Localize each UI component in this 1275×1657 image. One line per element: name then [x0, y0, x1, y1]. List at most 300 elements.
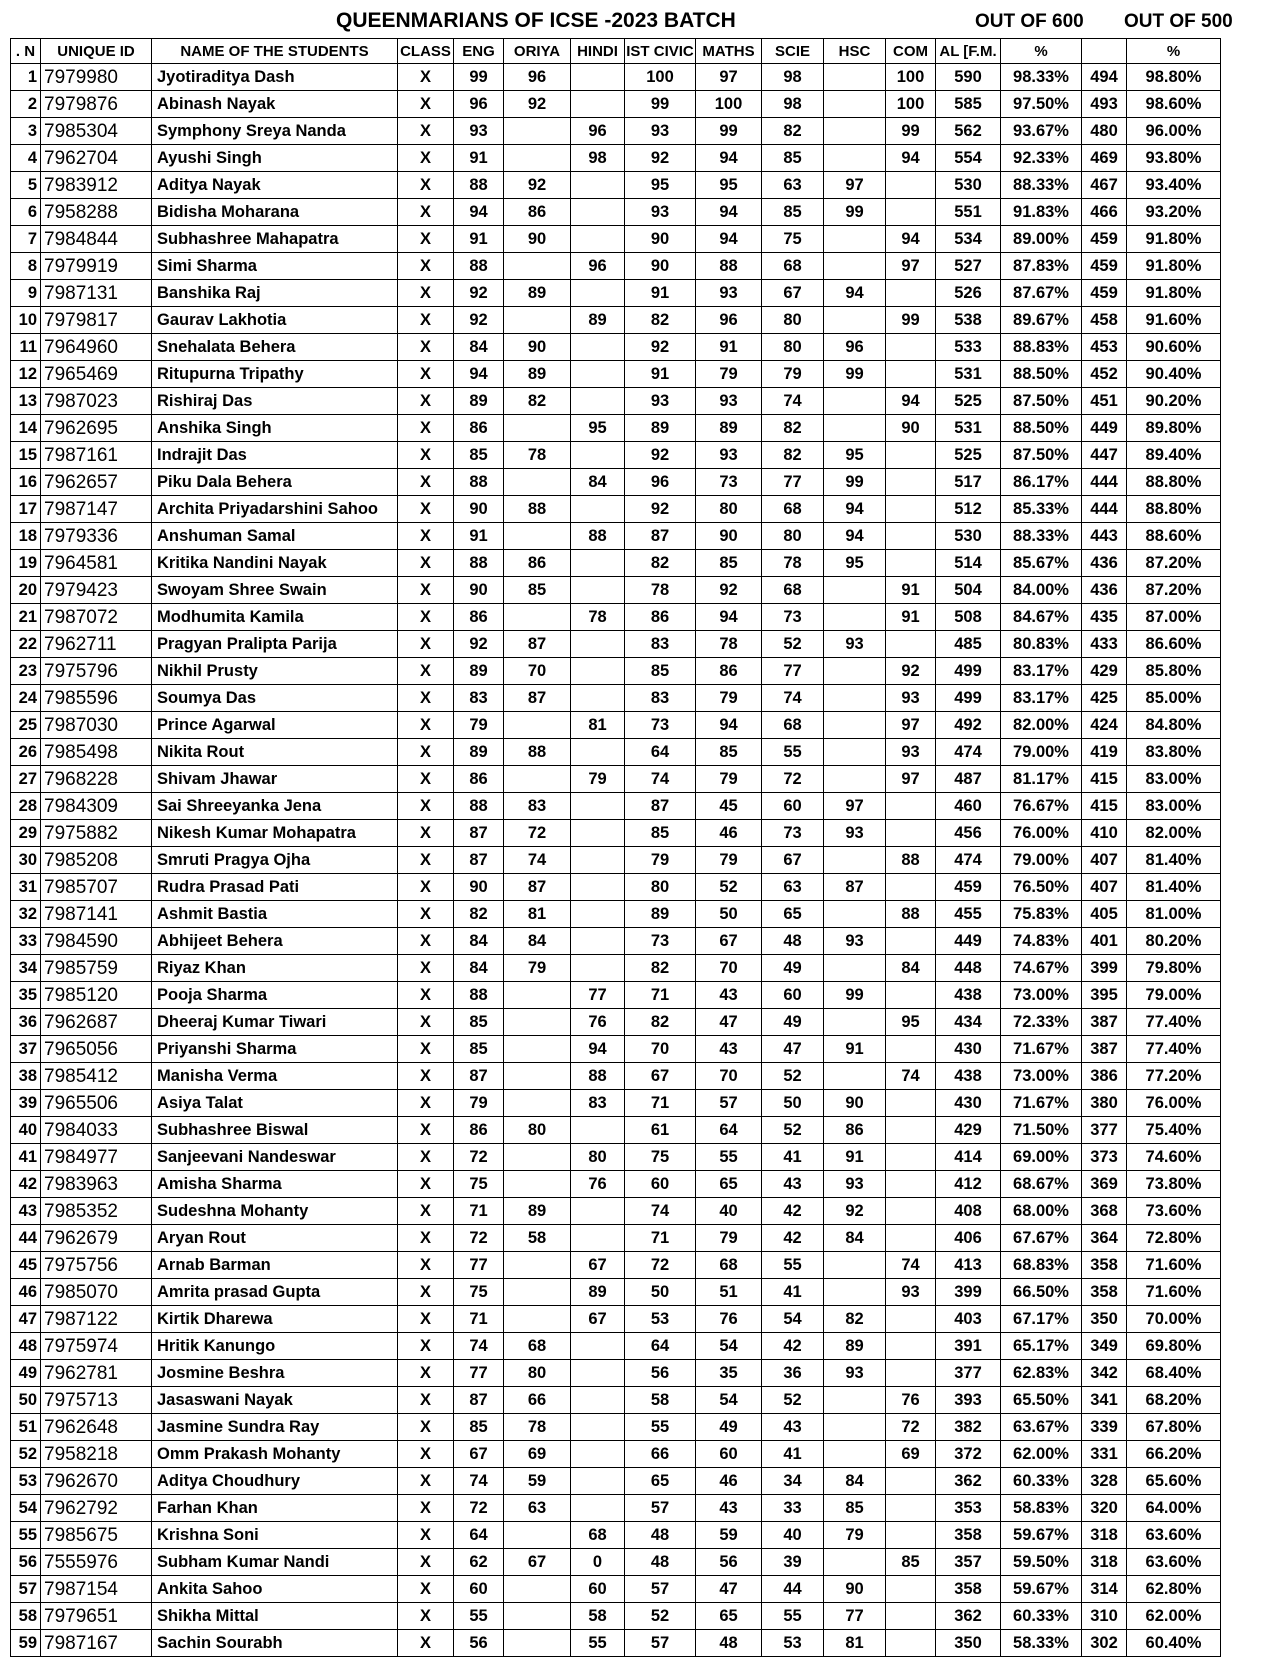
cell-percent-500: 80.20% — [1127, 928, 1221, 955]
cell-unique-id: 7985596 — [41, 685, 152, 712]
cell-serial-no: 50 — [11, 1387, 41, 1414]
cell-class: X — [398, 91, 454, 118]
cell-comp — [886, 442, 936, 469]
cell-eng: 62 — [454, 1549, 504, 1576]
table-row — [11, 172, 1221, 199]
cell-eng: 99 — [454, 64, 504, 91]
cell-class: X — [398, 199, 454, 226]
cell-hindi: 89 — [571, 1279, 625, 1306]
cell-best-five-total: 447 — [1082, 442, 1127, 469]
cell-eng: 89 — [454, 658, 504, 685]
cell-eng: 88 — [454, 172, 504, 199]
cell-oriya — [504, 415, 571, 442]
cell-best-five-total: 358 — [1082, 1279, 1127, 1306]
table-row — [11, 1333, 1221, 1360]
cell-unique-id: 7984590 — [41, 928, 152, 955]
cell-oriya: 84 — [504, 928, 571, 955]
cell-best-five-total: 369 — [1082, 1171, 1127, 1198]
cell-serial-no: 32 — [11, 901, 41, 928]
cell-unique-id: 7958218 — [41, 1441, 152, 1468]
table-row — [11, 1495, 1221, 1522]
cell-oriya: 83 — [504, 793, 571, 820]
table-row — [11, 1549, 1221, 1576]
cell-comp — [886, 1090, 936, 1117]
cell-unique-id: 7979651 — [41, 1603, 152, 1630]
cell-oriya — [504, 523, 571, 550]
cell-hindi: 94 — [571, 1036, 625, 1063]
cell-hist-civics: 92 — [625, 442, 696, 469]
cell-hist-civics: 60 — [625, 1171, 696, 1198]
cell-hindi — [571, 1360, 625, 1387]
cell-best-five-total: 466 — [1082, 199, 1127, 226]
cell-oriya: 90 — [504, 226, 571, 253]
table-row — [11, 1279, 1221, 1306]
cell-maths: 65 — [696, 1603, 762, 1630]
cell-percent-600: 98.33% — [1001, 64, 1082, 91]
cell-percent-600: 88.50% — [1001, 361, 1082, 388]
col-header-percent-600: % — [1001, 39, 1082, 64]
cell-oriya — [504, 982, 571, 1009]
cell-maths: 35 — [696, 1360, 762, 1387]
cell-comp — [886, 874, 936, 901]
cell-maths: 85 — [696, 739, 762, 766]
cell-hist-civics: 100 — [625, 64, 696, 91]
cell-oriya: 82 — [504, 388, 571, 415]
cell-hsc: 84 — [824, 1468, 886, 1495]
cell-maths: 56 — [696, 1549, 762, 1576]
cell-eng: 86 — [454, 604, 504, 631]
cell-maths: 59 — [696, 1522, 762, 1549]
cell-serial-no: 58 — [11, 1603, 41, 1630]
cell-maths: 79 — [696, 847, 762, 874]
cell-percent-600: 58.33% — [1001, 1630, 1082, 1657]
cell-comp — [886, 1333, 936, 1360]
cell-total: 526 — [936, 280, 1001, 307]
cell-comp — [886, 1603, 936, 1630]
cell-class: X — [398, 1333, 454, 1360]
cell-percent-500: 83.00% — [1127, 766, 1221, 793]
cell-percent-600: 65.17% — [1001, 1333, 1082, 1360]
cell-total: 512 — [936, 496, 1001, 523]
cell-maths: 91 — [696, 334, 762, 361]
cell-serial-no: 12 — [11, 361, 41, 388]
cell-comp — [886, 1630, 936, 1657]
cell-oriya: 67 — [504, 1549, 571, 1576]
cell-hsc: 94 — [824, 496, 886, 523]
cell-unique-id: 7964960 — [41, 334, 152, 361]
cell-percent-600: 74.83% — [1001, 928, 1082, 955]
cell-comp: 95 — [886, 1009, 936, 1036]
cell-percent-600: 76.00% — [1001, 820, 1082, 847]
cell-oriya — [504, 469, 571, 496]
cell-total: 429 — [936, 1117, 1001, 1144]
table-row — [11, 604, 1221, 631]
cell-hist-civics: 83 — [625, 631, 696, 658]
cell-comp: 100 — [886, 91, 936, 118]
cell-eng: 75 — [454, 1171, 504, 1198]
cell-science: 54 — [762, 1306, 824, 1333]
cell-science: 60 — [762, 793, 824, 820]
cell-maths: 94 — [696, 145, 762, 172]
cell-science: 40 — [762, 1522, 824, 1549]
cell-percent-500: 81.40% — [1127, 874, 1221, 901]
cell-class: X — [398, 280, 454, 307]
cell-percent-500: 79.00% — [1127, 982, 1221, 1009]
cell-serial-no: 36 — [11, 1009, 41, 1036]
cell-hsc: 84 — [824, 1225, 886, 1252]
cell-hist-civics: 86 — [625, 604, 696, 631]
cell-best-five-total: 395 — [1082, 982, 1127, 1009]
cell-comp — [886, 1225, 936, 1252]
cell-best-five-total: 436 — [1082, 550, 1127, 577]
cell-science: 55 — [762, 739, 824, 766]
table-row — [11, 739, 1221, 766]
cell-maths: 51 — [696, 1279, 762, 1306]
cell-best-five-total: 342 — [1082, 1360, 1127, 1387]
cell-hist-civics: 87 — [625, 523, 696, 550]
cell-hindi — [571, 820, 625, 847]
cell-hindi: 79 — [571, 766, 625, 793]
cell-total: 514 — [936, 550, 1001, 577]
cell-percent-500: 87.20% — [1127, 577, 1221, 604]
cell-science: 60 — [762, 982, 824, 1009]
cell-unique-id: 7979336 — [41, 523, 152, 550]
cell-student-name: Aditya Choudhury — [152, 1468, 398, 1495]
cell-hsc — [824, 388, 886, 415]
col-header-comp: COM — [886, 39, 936, 64]
table-row — [11, 496, 1221, 523]
table-row — [11, 307, 1221, 334]
cell-class: X — [398, 1414, 454, 1441]
cell-hindi — [571, 1117, 625, 1144]
col-header-oriya: ORIYA — [504, 39, 571, 64]
col-header-hist-civics: IST CIVIC — [625, 39, 696, 64]
cell-best-five-total: 435 — [1082, 604, 1127, 631]
cell-comp — [886, 1036, 936, 1063]
table-row — [11, 577, 1221, 604]
cell-class: X — [398, 1171, 454, 1198]
cell-hindi — [571, 847, 625, 874]
cell-science: 68 — [762, 577, 824, 604]
cell-student-name: Soumya Das — [152, 685, 398, 712]
cell-hsc: 97 — [824, 793, 886, 820]
cell-hsc — [824, 91, 886, 118]
cell-best-five-total: 386 — [1082, 1063, 1127, 1090]
cell-student-name: Simi Sharma — [152, 253, 398, 280]
cell-comp: 100 — [886, 64, 936, 91]
cell-comp — [886, 1468, 936, 1495]
cell-hindi — [571, 901, 625, 928]
cell-comp — [886, 820, 936, 847]
cell-total: 562 — [936, 118, 1001, 145]
cell-hist-civics: 67 — [625, 1063, 696, 1090]
cell-serial-no: 22 — [11, 631, 41, 658]
cell-eng: 94 — [454, 361, 504, 388]
cell-oriya: 85 — [504, 577, 571, 604]
cell-total: 430 — [936, 1036, 1001, 1063]
cell-class: X — [398, 712, 454, 739]
cell-student-name: Sachin Sourabh — [152, 1630, 398, 1657]
cell-hsc: 93 — [824, 928, 886, 955]
cell-maths: 57 — [696, 1090, 762, 1117]
cell-comp — [886, 469, 936, 496]
cell-student-name: Hritik Kanungo — [152, 1333, 398, 1360]
cell-percent-500: 68.20% — [1127, 1387, 1221, 1414]
cell-oriya: 96 — [504, 64, 571, 91]
cell-class: X — [398, 874, 454, 901]
cell-total: 590 — [936, 64, 1001, 91]
cell-comp: 97 — [886, 766, 936, 793]
cell-eng: 92 — [454, 307, 504, 334]
cell-maths: 54 — [696, 1387, 762, 1414]
table-row — [11, 523, 1221, 550]
cell-hist-civics: 71 — [625, 1225, 696, 1252]
cell-serial-no: 53 — [11, 1468, 41, 1495]
cell-hsc: 82 — [824, 1306, 886, 1333]
cell-percent-500: 93.20% — [1127, 199, 1221, 226]
cell-serial-no: 5 — [11, 172, 41, 199]
cell-comp: 93 — [886, 1279, 936, 1306]
cell-student-name: Indrajit Das — [152, 442, 398, 469]
cell-science: 68 — [762, 253, 824, 280]
cell-serial-no: 1 — [11, 64, 41, 91]
cell-class: X — [398, 631, 454, 658]
table-row — [11, 118, 1221, 145]
cell-percent-500: 91.80% — [1127, 226, 1221, 253]
cell-eng: 86 — [454, 415, 504, 442]
cell-percent-500: 87.00% — [1127, 604, 1221, 631]
cell-hist-civics: 64 — [625, 739, 696, 766]
cell-best-five-total: 458 — [1082, 307, 1127, 334]
cell-percent-600: 76.67% — [1001, 793, 1082, 820]
cell-hist-civics: 83 — [625, 685, 696, 712]
cell-hindi — [571, 1441, 625, 1468]
cell-percent-600: 89.67% — [1001, 307, 1082, 334]
cell-science: 63 — [762, 172, 824, 199]
cell-total: 531 — [936, 361, 1001, 388]
cell-hindi — [571, 1198, 625, 1225]
cell-science: 33 — [762, 1495, 824, 1522]
cell-serial-no: 46 — [11, 1279, 41, 1306]
cell-percent-600: 97.50% — [1001, 91, 1082, 118]
cell-hsc — [824, 739, 886, 766]
cell-total: 350 — [936, 1630, 1001, 1657]
cell-hsc: 87 — [824, 874, 886, 901]
cell-hsc: 99 — [824, 469, 886, 496]
cell-student-name: Jasaswani Nayak — [152, 1387, 398, 1414]
cell-student-name: Symphony Sreya Nanda — [152, 118, 398, 145]
cell-maths: 55 — [696, 1144, 762, 1171]
cell-science: 49 — [762, 1009, 824, 1036]
cell-class: X — [398, 1630, 454, 1657]
cell-hist-civics: 91 — [625, 280, 696, 307]
cell-class: X — [398, 1090, 454, 1117]
cell-hindi: 81 — [571, 712, 625, 739]
cell-class: X — [398, 388, 454, 415]
cell-eng: 77 — [454, 1360, 504, 1387]
cell-eng: 87 — [454, 1387, 504, 1414]
col-header-name: NAME OF THE STUDENTS — [152, 39, 398, 64]
cell-science: 63 — [762, 874, 824, 901]
cell-serial-no: 49 — [11, 1360, 41, 1387]
cell-hist-civics: 82 — [625, 550, 696, 577]
cell-hindi — [571, 685, 625, 712]
cell-best-five-total: 405 — [1082, 901, 1127, 928]
cell-student-name: Subhashree Biswal — [152, 1117, 398, 1144]
cell-percent-500: 89.80% — [1127, 415, 1221, 442]
cell-best-five-total: 302 — [1082, 1630, 1127, 1657]
cell-student-name: Farhan Khan — [152, 1495, 398, 1522]
cell-percent-600: 65.50% — [1001, 1387, 1082, 1414]
cell-class: X — [398, 523, 454, 550]
cell-hsc: 99 — [824, 361, 886, 388]
cell-percent-500: 70.00% — [1127, 1306, 1221, 1333]
cell-class: X — [398, 496, 454, 523]
cell-total: 412 — [936, 1171, 1001, 1198]
cell-percent-500: 66.20% — [1127, 1441, 1221, 1468]
cell-science: 41 — [762, 1441, 824, 1468]
results-table — [10, 38, 1221, 1657]
cell-serial-no: 52 — [11, 1441, 41, 1468]
cell-serial-no: 14 — [11, 415, 41, 442]
cell-eng: 64 — [454, 1522, 504, 1549]
cell-maths: 97 — [696, 64, 762, 91]
cell-maths: 93 — [696, 388, 762, 415]
cell-science: 39 — [762, 1549, 824, 1576]
cell-serial-no: 2 — [11, 91, 41, 118]
cell-maths: 100 — [696, 91, 762, 118]
cell-maths: 93 — [696, 280, 762, 307]
cell-serial-no: 18 — [11, 523, 41, 550]
cell-percent-600: 80.83% — [1001, 631, 1082, 658]
cell-student-name: Sanjeevani Nandeswar — [152, 1144, 398, 1171]
cell-comp: 88 — [886, 901, 936, 928]
cell-hist-civics: 55 — [625, 1414, 696, 1441]
cell-class: X — [398, 901, 454, 928]
cell-class: X — [398, 820, 454, 847]
table-row — [11, 928, 1221, 955]
cell-hsc: 97 — [824, 172, 886, 199]
table-row — [11, 91, 1221, 118]
cell-maths: 93 — [696, 442, 762, 469]
cell-percent-500: 63.60% — [1127, 1549, 1221, 1576]
cell-total: 413 — [936, 1252, 1001, 1279]
cell-hsc: 93 — [824, 1360, 886, 1387]
cell-maths: 85 — [696, 550, 762, 577]
cell-best-five-total: 331 — [1082, 1441, 1127, 1468]
cell-maths: 80 — [696, 496, 762, 523]
cell-hindi: 83 — [571, 1090, 625, 1117]
cell-unique-id: 7965506 — [41, 1090, 152, 1117]
cell-total: 530 — [936, 172, 1001, 199]
cell-oriya: 78 — [504, 442, 571, 469]
cell-hsc: 96 — [824, 334, 886, 361]
cell-unique-id: 7975882 — [41, 820, 152, 847]
cell-hist-civics: 48 — [625, 1549, 696, 1576]
cell-science: 42 — [762, 1333, 824, 1360]
cell-unique-id: 7979817 — [41, 307, 152, 334]
cell-hindi — [571, 334, 625, 361]
cell-class: X — [398, 1198, 454, 1225]
cell-hist-civics: 91 — [625, 361, 696, 388]
cell-serial-no: 42 — [11, 1171, 41, 1198]
cell-student-name: Shikha Mittal — [152, 1603, 398, 1630]
cell-comp: 74 — [886, 1063, 936, 1090]
cell-eng: 94 — [454, 199, 504, 226]
cell-maths: 43 — [696, 1495, 762, 1522]
cell-percent-500: 69.80% — [1127, 1333, 1221, 1360]
cell-oriya: 87 — [504, 874, 571, 901]
cell-hindi: 88 — [571, 523, 625, 550]
cell-eng: 91 — [454, 226, 504, 253]
table-row — [11, 253, 1221, 280]
cell-serial-no: 43 — [11, 1198, 41, 1225]
col-header-eng: ENG — [454, 39, 504, 64]
cell-student-name: Rishiraj Das — [152, 388, 398, 415]
cell-hist-civics: 96 — [625, 469, 696, 496]
cell-best-five-total: 415 — [1082, 766, 1127, 793]
cell-science: 65 — [762, 901, 824, 928]
cell-best-five-total: 380 — [1082, 1090, 1127, 1117]
cell-total: 358 — [936, 1522, 1001, 1549]
cell-percent-500: 81.00% — [1127, 901, 1221, 928]
cell-maths: 94 — [696, 604, 762, 631]
cell-hindi: 68 — [571, 1522, 625, 1549]
cell-student-name: Jasmine Sundra Ray — [152, 1414, 398, 1441]
cell-science: 52 — [762, 1387, 824, 1414]
table-row — [11, 361, 1221, 388]
cell-unique-id: 7987154 — [41, 1576, 152, 1603]
cell-best-five-total: 444 — [1082, 496, 1127, 523]
cell-percent-600: 88.33% — [1001, 172, 1082, 199]
cell-hindi — [571, 928, 625, 955]
cell-science: 55 — [762, 1252, 824, 1279]
cell-student-name: Krishna Soni — [152, 1522, 398, 1549]
cell-hist-civics: 70 — [625, 1036, 696, 1063]
cell-hist-civics: 82 — [625, 307, 696, 334]
table-row — [11, 550, 1221, 577]
cell-oriya — [504, 1036, 571, 1063]
cell-oriya: 89 — [504, 280, 571, 307]
cell-maths: 70 — [696, 955, 762, 982]
cell-science: 77 — [762, 658, 824, 685]
cell-maths: 90 — [696, 523, 762, 550]
cell-hsc — [824, 415, 886, 442]
col-header-hsc: HSC — [824, 39, 886, 64]
cell-serial-no: 34 — [11, 955, 41, 982]
cell-hsc — [824, 685, 886, 712]
cell-oriya: 89 — [504, 1198, 571, 1225]
cell-hindi: 55 — [571, 1630, 625, 1657]
cell-percent-500: 81.40% — [1127, 847, 1221, 874]
cell-total: 362 — [936, 1603, 1001, 1630]
cell-eng: 89 — [454, 388, 504, 415]
cell-percent-600: 82.00% — [1001, 712, 1082, 739]
cell-total: 459 — [936, 874, 1001, 901]
cell-maths: 64 — [696, 1117, 762, 1144]
cell-science: 74 — [762, 685, 824, 712]
cell-hist-civics: 92 — [625, 334, 696, 361]
cell-oriya — [504, 1306, 571, 1333]
cell-comp — [886, 631, 936, 658]
cell-percent-500: 88.60% — [1127, 523, 1221, 550]
cell-hist-civics: 61 — [625, 1117, 696, 1144]
cell-hist-civics: 93 — [625, 199, 696, 226]
cell-serial-no: 57 — [11, 1576, 41, 1603]
cell-total: 438 — [936, 1063, 1001, 1090]
cell-class: X — [398, 1279, 454, 1306]
cell-class: X — [398, 793, 454, 820]
